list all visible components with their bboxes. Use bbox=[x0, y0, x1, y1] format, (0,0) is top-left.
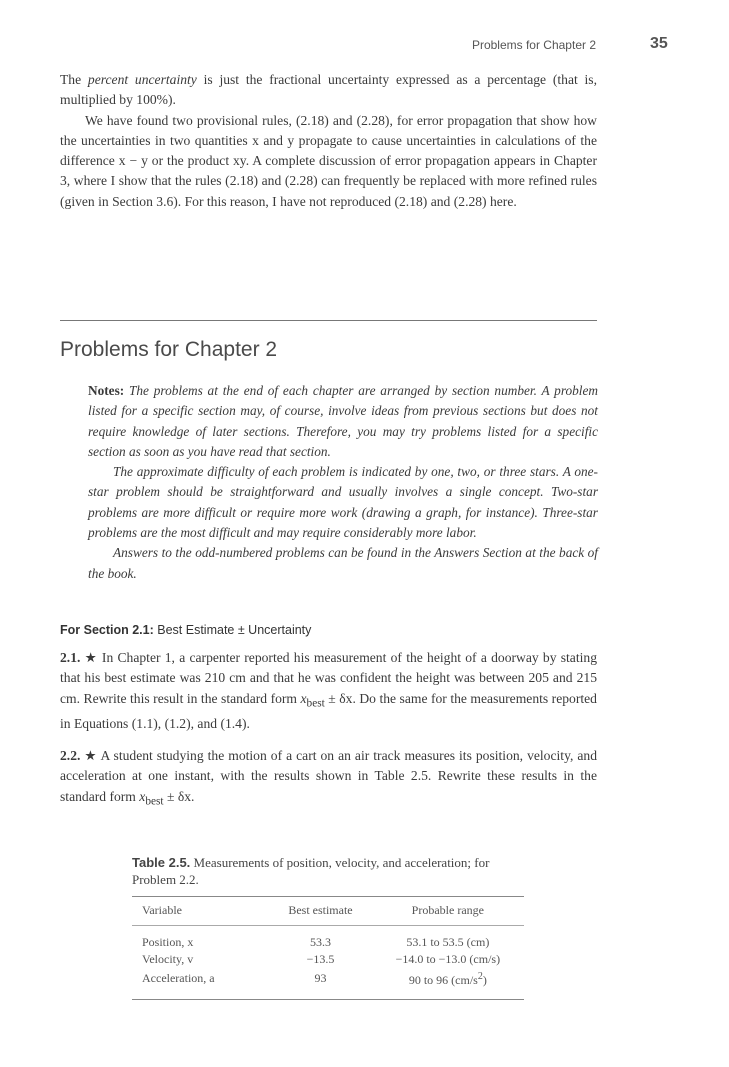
notes-block bbox=[88, 381, 598, 584]
star-icon: ★ bbox=[84, 650, 98, 665]
section-divider bbox=[60, 320, 597, 321]
running-head: Problems for Chapter 2 bbox=[471, 38, 596, 52]
table-row: Acceleration, a 93 90 to 96 $(cm/s^2)$ bbox=[132, 968, 524, 1000]
problem-number: 2.1. bbox=[60, 650, 81, 665]
header-variable: Variable bbox=[132, 897, 269, 926]
section-label: For Section 2.1: bbox=[60, 623, 154, 637]
section-heading bbox=[60, 623, 311, 637]
header-best-estimate: Best estimate bbox=[269, 897, 371, 926]
notes-paragraph-1: Notes: The problems at the end of each chapter are arranged by section number. A problem listed for a specific section may, of course, involve ideas from previous sections but does not require knowledge of later sections. Therefore, you may try problems listed for a specific section as soon as you have read that section. bbox=[88, 383, 598, 459]
notes-paragraph-2: The approximate difficulty of each problem is indicated by one, two, or three stars. A one-star problem should be straightforward and usually involves a single concept. Two-star problems are more difficult or require more work (drawing a graph, for instance). Three-star problems are the most difficult and may require considerably more labor. bbox=[88, 464, 598, 541]
problem-2-1: 2.1. ★ In Chapter 1, a carpenter reported his measurement of the height of a doorway by stating that his best estimate was 210 cm and that he was confident the height was between 205 and 215 cm. Rewrite this result in the standard form $x_{best} \pm \delta x$. Do the same for the measurements reported in Equations (1.1), (1.2), and (1.4). bbox=[60, 650, 597, 731]
problem-number: 2.2. bbox=[60, 748, 81, 763]
star-icon: ★ bbox=[84, 748, 98, 763]
page-number: 35 bbox=[650, 35, 668, 52]
notes-label: Notes: bbox=[88, 383, 125, 398]
table-row: Position, x 53.3 53.1 to 53.5 (cm) bbox=[142, 935, 490, 949]
header-probable-range: Probable range bbox=[372, 897, 524, 926]
table-label: Table 2.5. bbox=[132, 855, 191, 870]
chapter-heading: Problems for Chapter 2 bbox=[60, 338, 278, 361]
measurements-table bbox=[132, 896, 524, 1000]
table-2-5 bbox=[132, 854, 524, 1000]
notes-paragraph-3: Answers to the odd-numbered problems can be found in the Answers Section at the back of the book. bbox=[88, 545, 598, 581]
intro-text bbox=[60, 70, 597, 212]
section-title: Best Estimate ± Uncertainty bbox=[157, 623, 312, 637]
table-caption: Table 2.5. Measurements of position, velocity, and acceleration; for Problem 2.2. bbox=[132, 855, 490, 887]
table-header-row bbox=[132, 897, 524, 926]
percent-uncertainty-term: percent uncertainty bbox=[87, 72, 197, 87]
intro-paragraph-1: The percent uncertainty is just the fractional uncertainty expressed as a percentage (that is, multiplied by 100%). bbox=[60, 72, 597, 108]
problem-2-2: 2.2. ★ A student studying the motion of a cart on an air track measures its position, velocity, and acceleration at one instant, with the results shown in Table 2.5. Rewrite these results in the standard form $x_{best} \pm \delta x$. bbox=[60, 748, 598, 808]
table-row: Velocity, v −13.5 −14.0 to −13.0 (cm/s) bbox=[142, 952, 501, 966]
intro-paragraph-2: We have found two provisional rules, (2.18) and (2.28), for error propagation that show how the uncertainties in two quantities x and y propagate to cause uncertainties in calculations of the difference x − y or the product xy. A complete discussion of error propagation appears in Chapter 3, where I show that the rules (2.18) and (2.28) can frequently be replaced with more refined rules (given in Section 3.6). For this reason, I have not reproduced (2.18) and (2.28) here. bbox=[60, 112, 597, 209]
